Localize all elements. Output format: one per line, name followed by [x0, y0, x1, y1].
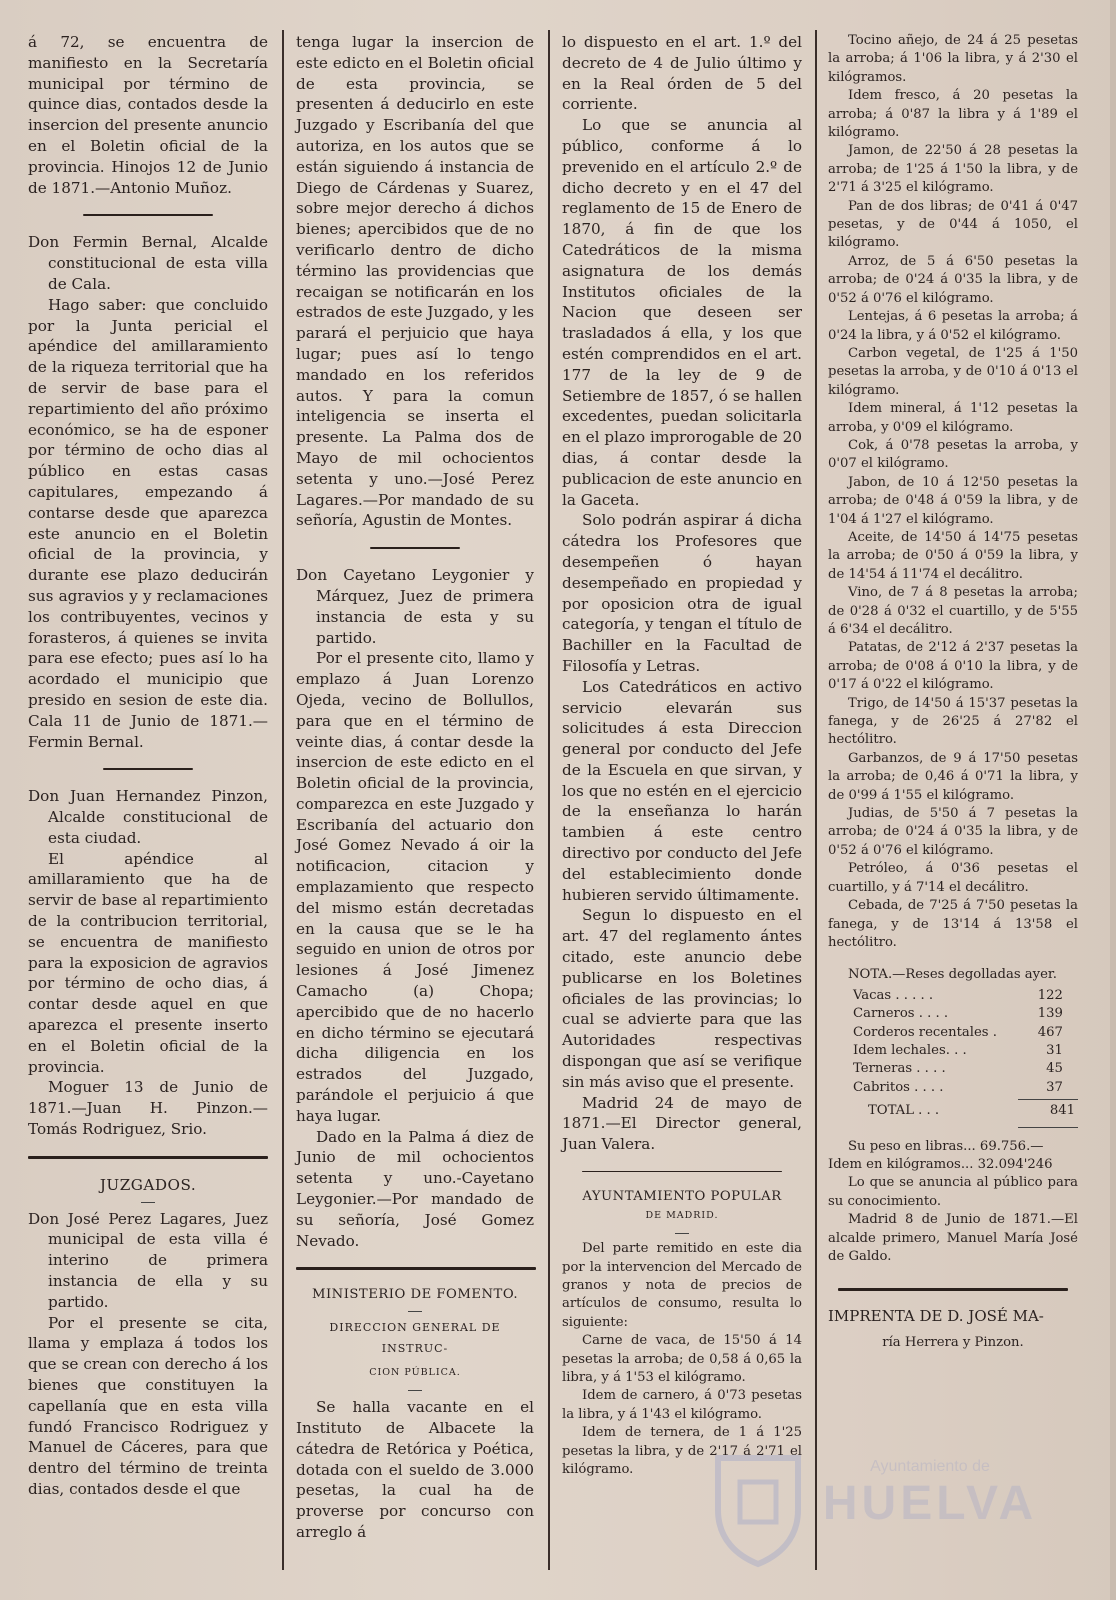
column-rule-2 [548, 30, 550, 1570]
column-rule-1 [282, 30, 284, 1570]
dash [408, 1390, 422, 1391]
column-rule-3 [815, 30, 817, 1570]
section-separator [582, 1171, 782, 1172]
column-2 [296, 32, 534, 1543]
price-item: Jabon, de 10 á 12'50 pesetas la arroba; de 0'48 á 0'59 la libra, y de 1'04 á 1'27 el kilógramo. [828, 474, 1078, 527]
ayuntamiento-subheading: DE MADRID. [645, 1210, 719, 1222]
vacancy-signature: Madrid 24 de mayo de 1871.—El Director general, Juan Valera. [562, 1093, 802, 1154]
price-item: Arroz, de 5 á 6'50 pesetas la arroba; de 0'24 á 0'35 la libra, y de 0'52 á 0'76 el kilógramo. [828, 253, 1078, 306]
column-1 [28, 32, 268, 1500]
vacancy-paragraph-5: Segun lo dispuesto en el art. 47 del reglamento ántes citado, este anuncio debe publicarse en los Boletines oficiales de las provincias; lo cual se advierte para que las Autoridades respectivas dispongan que así se verifique sin más aviso que el presente. [562, 906, 802, 1091]
moguer-notice-signature: Moguer 13 de Junio de 1871.—Juan H. Pinzon.—Tomás Rodriguez, Srio. [28, 1078, 268, 1139]
dash [141, 1202, 155, 1203]
price-item: Garbanzos, de 9 á 17'50 pesetas la arroba; de 0,46 á 0'71 la libra, y de 0'99 á 1'55 el kilógramo. [828, 750, 1078, 803]
table-row: Terneras . . . . 45 [853, 1061, 1063, 1077]
vacancy-notice: Se halla vacante en el Instituto de Albacete la cátedra de Retórica y Poética, dotada con el sueldo de 3.000 pesetas, la cual ha de proverse por concurso con arreglo á [296, 1398, 534, 1541]
price-item: Carbon vegetal, de 1'25 á 1'50 pesetas la arroba, y de 0'10 á 0'13 el kilógramo. [828, 345, 1078, 398]
section-separator [296, 1267, 536, 1270]
cala-notice-body: Hago saber: que concluido por la Junta pericial el apéndice del amillaramiento de la riqueza territorial que ha de servir de base para el repartimiento del año próximo económico, se ha de esponer por término de ocho dias al público en estas casas capitulares, empezando á contarse desde que aparezca este anuncio en el Boletin oficial de la provincia, y durante ese plazo deducirán sus agravios y y reclamaciones los contribuyentes, vecinos y forasteros, á quienes se invita para ese efecto; pues así lo ha acordado el municipio que presido en sesion de este dia. Cala 11 de Junio de 1871.—Fermin Bernal. [28, 295, 268, 751]
table-row: Carneros . . . . 139 [853, 1006, 1063, 1022]
price-ternera: Idem de ternera, de 1 á 1'25 pesetas la libra, y de 2'17 á 2'71 el kilógramo. [562, 1425, 802, 1478]
vacancy-paragraph-3: Solo podrán aspirar á dicha cátedra los Profesores que desempeñen ó hayan desempeñado en propiedad y por oposicion otra de igual categoría, y tengan el título de Bachiller en la Facultad de Filosofía y Letras. [562, 511, 802, 675]
dash [675, 1233, 689, 1234]
nota-heading: NOTA.—Reses degolladas ayer. [848, 967, 1057, 983]
moguer-notice-body: El apéndice al amillaramiento que ha de servir de base al repartimiento de la contribucion territorial, se encuentra de manifiesto para la exposicion de agravios por término de ocho dias, á contar desde aquel en que aparezca el presente inserto en el Boletin oficial de la provincia. [28, 849, 268, 1076]
cala-notice-heading: Don Fermin Bernal, Alcalde constitucional de esta villa de Cala. [28, 233, 268, 293]
section-separator [28, 1156, 268, 1159]
total-table [850, 1102, 1078, 1120]
separator [83, 214, 213, 216]
price-item: Cebada, de 7'25 á 7'50 pesetas la fanega, y de 13'14 á 13'58 el hectólitro. [828, 898, 1078, 950]
column-3 [562, 32, 802, 1480]
closing-notice: Lo que se anuncia al público para su conocimiento. [828, 1175, 1078, 1209]
weight-kilos: Idem en kilógramos... 32.094'246 [828, 1156, 1053, 1172]
juzgados-heading: JUZGADOS. [99, 1175, 197, 1194]
price-item: Vino, de 7 á 8 pesetas la arroba; de 0'28 á 0'32 el cuartillo, y de 5'55 á 6'34 el decálitro. [828, 585, 1078, 637]
vacancy-notice-continued: lo dispuesto en el art. 1.º del decreto de 4 de Julio último y en la Real órden de 5 del corriente. [562, 33, 802, 114]
leygonier-notice-heading: Don Cayetano Leygonier y Márquez, Juez de primera instancia de esta y su partido. [296, 566, 534, 647]
price-list [828, 32, 1078, 952]
printer-line-2: ría Herrera y Pinzon. [882, 1334, 1024, 1350]
price-item: Lentejas, á 6 pesetas la arroba; á 0'24 la libra, y á 0'52 el kilógramo. [828, 309, 1078, 343]
price-item: Idem mineral, á 1'12 pesetas la arroba, y 0'09 el kilógramo. [828, 401, 1078, 435]
hinojos-notice-end: á 72, se encuentra de manifiesto en la Secretaría municipal por término de quince dias, contados desde la insercion del presente anuncio en el Boletin oficial de la provincia. Hinojos 12 de Junio de 1871.—Antonio Muñoz. [28, 33, 268, 197]
vacancy-paragraph-2: Lo que se anuncia al público, conforme á lo prevenido en el artículo 2.º de dicho decreto y en el 47 del reglamento de 15 de Enero de 1870, á fin de que los Catedráticos de la misma asignatura de los demás Institutos oficiales de la Nacion que deseen ser trasladados á ella, y los que estén comprendidos en el art. 177 de la ley de 9 de Setiembre de 1857, ó se hallen excedentes, puedan solicitarla en el plazo improrogable de 20 dias, á contar desde la publicacion de este anuncio en la Gaceta. [562, 116, 802, 509]
dash [408, 1311, 422, 1312]
printer-line-1: IMPRENTA DE D. JOSÉ MA- [828, 1307, 1044, 1326]
closing-signature: Madrid 8 de Junio de 1871.—El alcalde primero, Manuel María José de Galdo. [828, 1212, 1078, 1264]
ministerio-heading: MINISTERIO DE FOMENTO. [311, 1287, 519, 1303]
total-rule [1018, 1127, 1078, 1128]
total-rule [1018, 1099, 1078, 1100]
watermark-line-1: Ayuntamiento de [870, 1458, 990, 1475]
price-item: Petróleo, á 0'36 pesetas el cuartillo, y á 7'14 el decálitro. [828, 861, 1078, 895]
total-label: TOTAL . . . [868, 1103, 940, 1119]
price-item: Tocino añejo, de 24 á 25 pesetas la arroba; á 1'06 la libra, y á 2'30 el kilógramos. [828, 33, 1078, 85]
table-row: Cabritos . . . . 37 [853, 1079, 1063, 1095]
price-item: Cok, á 0'78 pesetas la arroba, y 0'07 el kilógramo. [828, 437, 1078, 472]
weight-pounds: Su peso en libras... 69.756.— [848, 1138, 1044, 1154]
watermark-line-2: HUELVA [822, 1477, 1038, 1530]
lagares-notice-heading: Don José Perez Lagares, Juez municipal de esta villa é interino de primera instancia de ella y su partido. [28, 1209, 268, 1311]
lagares-notice-body: Por el presente se cita, llama y emplaza á todos los que se crean con derecho á los bienes que constituyen la capellanía que en esta villa fundó Francisco Rodriguez y Manuel de Cáceres, para que dentro del término de treinta dias, contados desde el que [28, 1313, 268, 1498]
market-intro: Del parte remitido en este dia por la intervencion del Mercado de granos y nota de precios de artículos de consumo, resulta lo siguiente: [562, 1241, 802, 1330]
moguer-notice-heading: Don Juan Hernandez Pinzon, Alcalde constitucional de esta ciudad. [28, 787, 268, 847]
price-item: Pan de dos libras; de 0'41 á 0'47 pesetas, y de 0'44 á 1050, el kilógramo. [828, 198, 1078, 251]
ayuntamiento-heading: AYUNTAMIENTO POPULAR [582, 1189, 782, 1205]
price-item: Patatas, de 2'12 á 2'37 pesetas la arroba; de 0'08 á 0'10 la libra, y de 0'17 á 0'22 el kilógramo. [828, 640, 1078, 693]
table-row: Idem lechales. . . 31 [853, 1042, 1063, 1058]
price-carnero: Idem de carnero, á 0'73 pesetas la libra, y á 1'43 el kilógramo. [562, 1388, 802, 1422]
price-item: Aceite, de 14'50 á 14'75 pesetas la arroba; de 0'50 á 0'59 la libra, y de 14'54 á 11'74 el decálitro. [828, 529, 1078, 582]
price-item: Trigo, de 14'50 á 15'37 pesetas la fanega, y de 26'25 á 27'82 el hectólitro. [828, 695, 1078, 748]
total-value: 841 [1049, 1103, 1075, 1119]
leygonier-notice-signature: Dado en la Palma á diez de Junio de mil ochocientos setenta y uno.-Cayetano Leygonier.—Por mandado de su señoría, José Gomez Nevado. [296, 1127, 534, 1250]
table-row: Corderos recentales . 467 [853, 1024, 1063, 1040]
separator [370, 547, 460, 549]
price-item: Idem fresco, á 20 pesetas la arroba; á 0'87 la libra y á 1'89 el kilógramo. [828, 88, 1078, 141]
vacancy-paragraph-4: Los Catedráticos en activo servicio elevarán sus solicitudes á esta Direccion general por conducto del Jefe de la Escuela en que sirvan, y los que no estén en el ejercicio de la enseñanza lo harán tambien á este centro directivo por conducto del Jefe del establecimiento donde hubieren servido últimamente. [562, 677, 802, 904]
page-edge [1110, 0, 1116, 1600]
lagares-notice-continued: tenga lugar la insercion de este edicto en el Boletin oficial de esta provincia, se presenten á deducirlo en este Juzgado y Escribanía del que autoriza, en los autos que se están siguiendo á instancia de Diego de Cárdenas y Suarez, sobre mejor derecho á dichos bienes; apercibidos que de no verificarlo dentro de dicho término las providencias que recaigan se notificarán en los estrados de este Juzgado, y les parará el perjuicio que haya lugar; pues así lo tengo mandado en los referidos autos. Y para la comun inteligencia se inserta el presente. La Palma dos de Mayo de mil ochocientos setenta y uno.—José Perez Lagares.—Por mandado de su señoría, Agustin de Montes. [296, 33, 534, 530]
column-4 [828, 32, 1078, 1352]
price-item: Jamon, de 22'50 á 28 pesetas la arroba; de 1'25 á 1'50 la libra, y de 2'71 á 3'25 el kilógramo. [828, 143, 1078, 196]
direccion-heading-cont: CION PÚBLICA. [369, 1367, 461, 1379]
direccion-heading: DIRECCION GENERAL DE INSTRUC- [329, 1320, 501, 1355]
slaughter-table [850, 987, 1066, 1097]
price-vaca: Carne de vaca, de 15'50 á 14 pesetas la arroba; de 0,58 á 0,65 la libra, y á 1'53 el kilógramo. [562, 1333, 802, 1386]
table-row: Vacas . . . . . 122 [853, 987, 1063, 1003]
leygonier-notice-body: Por el presente cito, llamo y emplazo á Juan Lorenzo Ojeda, vecino de Bollullos, para que en el término de veinte dias, á contar desde la insercion de este edicto en el Boletin oficial de la provincia, comparezca en este Juzgado y Escribanía del actuario don José Gomez Nevado á oir la notificacion, citacion y emplazamiento que respecto del mismo están decretadas en la causa que se le ha seguido en union de otros por lesiones á José Jimenez Camacho (a) Chopa; apercibido que de no hacerlo en dicho término se ejecutará dicha diligencia en los estrados del Juzgado, parándole el perjuicio á que haya lugar. [296, 649, 534, 1125]
archive-watermark [710, 1448, 1040, 1578]
separator [103, 768, 193, 770]
price-item: Judias, de 5'50 á 7 pesetas la arroba; de 0'24 á 0'35 la libra, y de 0'52 á 0'76 el kilógramo. [828, 806, 1078, 858]
crest-icon [710, 1448, 806, 1568]
section-separator [838, 1288, 1068, 1291]
total-row [850, 1102, 1078, 1120]
